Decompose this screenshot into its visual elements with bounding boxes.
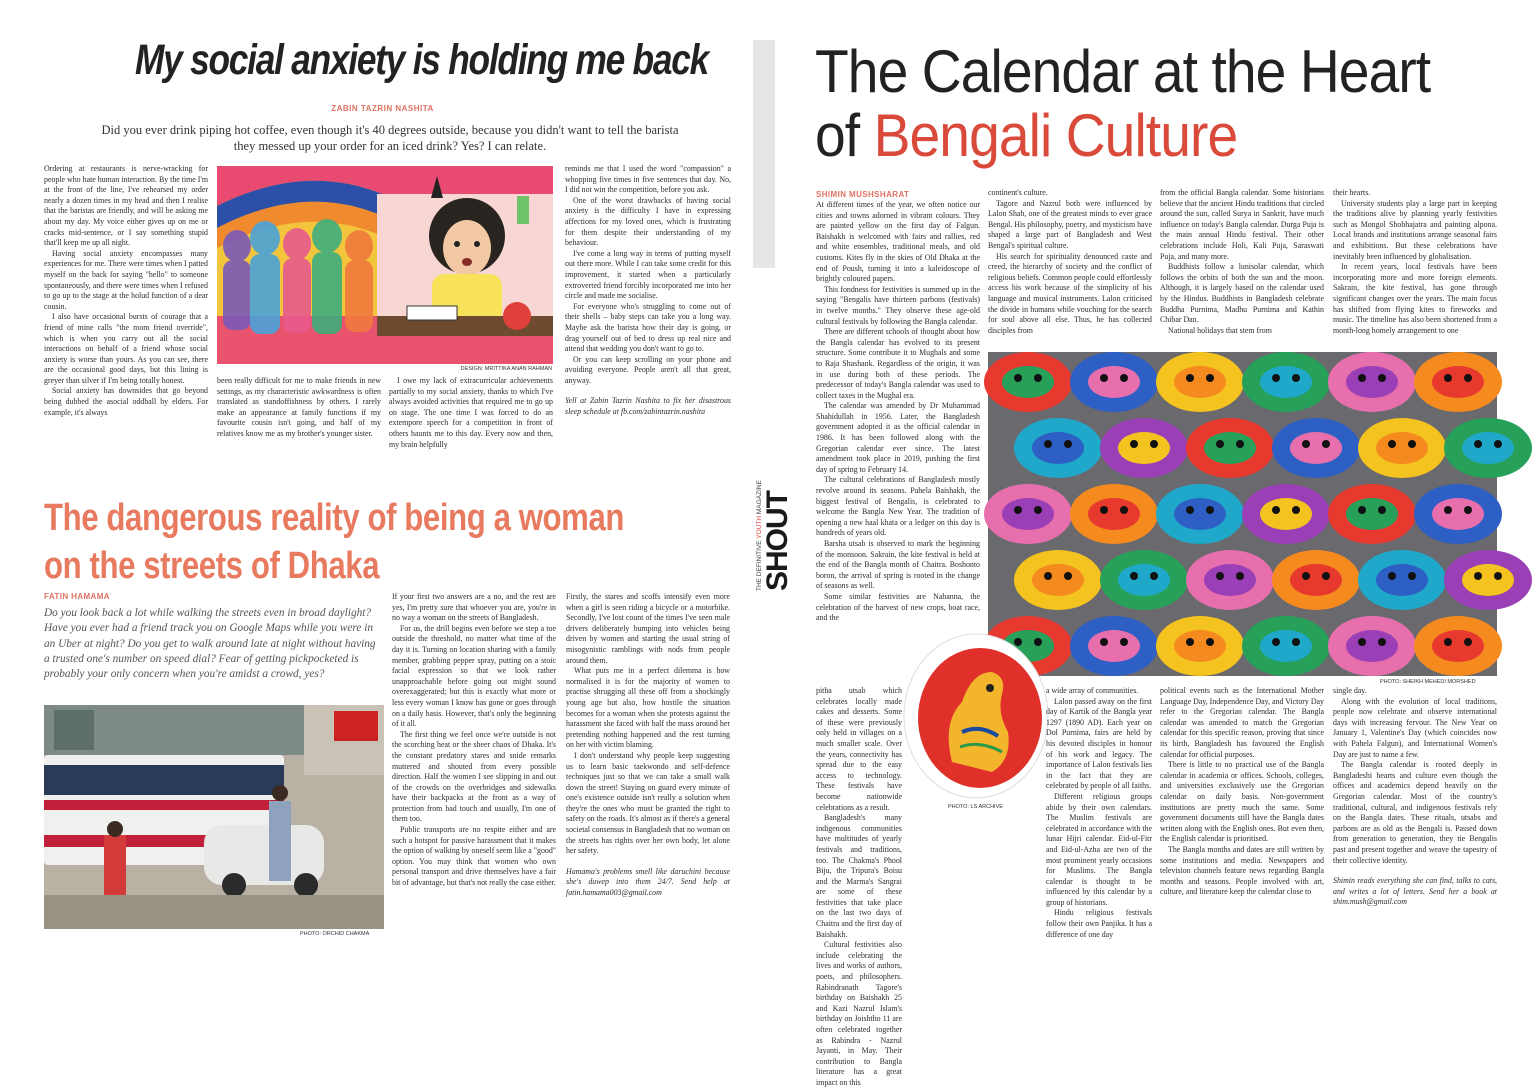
photo-credit: PHOTO: ORCHID CHAKMA bbox=[300, 931, 370, 937]
article2-byline: FATIN HAMAMA bbox=[44, 592, 110, 601]
paragraph: There are different schools of thought about how the Bangla calendar has evolved to its present structure. Some contribute it to Mughals and some to Raja Shashank. Regardless of the origin, it was in use during both of these periods. The predecessor of today's Bangla calendar was used to collect taxes in the Mughal era. bbox=[816, 327, 980, 400]
mask-eye bbox=[1292, 506, 1300, 514]
mask-pattern bbox=[1204, 564, 1256, 596]
article1-headline: My social anxiety is holding me back bbox=[135, 36, 708, 84]
mask-pattern bbox=[1432, 630, 1484, 662]
mask-eye bbox=[1494, 572, 1502, 580]
mask-pattern bbox=[1174, 630, 1226, 662]
paragraph: There is little to no practical use of the Bangla calendar in academia or offices. Schools, colleges, and universities exclusively use the Gregorian calendar on daily basis. Non-government institutions are pretty much the same. Some government documents still have the Bangla dates written along with the English ones. But even then, the English calendar is prioritised. bbox=[1160, 760, 1324, 844]
headline-accent: Bengali Culture bbox=[873, 102, 1238, 169]
mask-pattern bbox=[1088, 366, 1140, 398]
article3-byline: SHIMIN MUSHSHARAT bbox=[816, 190, 910, 199]
mask-pattern bbox=[1088, 630, 1140, 662]
mask-eye bbox=[1464, 374, 1472, 382]
mask-eye bbox=[1150, 572, 1158, 580]
headline-line-1: The Calendar at the Heart bbox=[815, 38, 1431, 105]
mask-eye bbox=[1272, 374, 1280, 382]
mask-eye bbox=[1408, 440, 1416, 448]
paragraph: I owe my lack of extracurricular achievements partially to my social anxiety, thanks to which I've always avoided activities that required me to go up on stage. The one time I was forced to do an extempore speech for a competition in front of others haunts me to this day. Every now and then, my brain helpfully bbox=[389, 376, 553, 449]
paragraph: from the official Bangla calendar. Some historians believe that the ancient Hindu traditions that circled around the sun, called Surya in Sankrit, have much influence on today's Bangla calendar. Durga Puja is the main annual Hindu festival. Their other celebrations include Holi, Kali Puja, Saraswati Puja, and many more. bbox=[1160, 188, 1324, 261]
mask-eye bbox=[1444, 374, 1452, 382]
mask-eye bbox=[1044, 440, 1052, 448]
mask-eye bbox=[1064, 572, 1072, 580]
mask-eye bbox=[1444, 506, 1452, 514]
mask-eye bbox=[1206, 638, 1214, 646]
mask-eye bbox=[1120, 638, 1128, 646]
mask-eye bbox=[1044, 572, 1052, 580]
mask-pattern bbox=[1462, 564, 1514, 596]
article1-column-1 bbox=[44, 164, 208, 418]
paragraph: continent's culture. bbox=[988, 188, 1048, 197]
mask-pattern bbox=[1118, 432, 1170, 464]
author-bio: Yell at Zabin Tazrin Nashita to fix her disastrous sleep schedule at fb.com/zabintazrin.nashita bbox=[565, 396, 731, 417]
shout-tagline: THE DEFINITIVE YOUTH MAGAZINE bbox=[756, 480, 763, 591]
mask-eye bbox=[1120, 506, 1128, 514]
mask-pattern bbox=[1174, 366, 1226, 398]
mask-pattern bbox=[1376, 564, 1428, 596]
mask-eye bbox=[1378, 638, 1386, 646]
paragraph: Along with the evolution of local traditions, people now celebrate and observe international days with increasing fervour. The New Year on January 1, Valentine's Day (which coincides now with Pahela Falgun), and International Women's Day are just to name a few. bbox=[1333, 696, 1497, 759]
paragraph: For us, the drill begins even before we step a toe outside the threshold, no matter what time of the day it is. Turning on location sharing with a family member, grabbing pepper spray, putting on a stoic facial expression so that we look rather unapproachable before going out might sound overexaggerated; but this is exactly what more or less every woman I know has gone or goes through on a daily basis. However, that's only the beginning of it all. bbox=[392, 623, 556, 729]
circle-photo-credit: PHOTO: LS ARCHIVE bbox=[948, 804, 1003, 810]
social-anxiety-illustration bbox=[217, 166, 553, 364]
mask-pattern bbox=[1088, 498, 1140, 530]
paragraph: Public transports are no respite either and are such a hotspot for passive harassment that it makes the option of walking by oneself seem like a "good" option. You may think that women who own personal transport and drive themselves have a fair bit of advantage, but that's not really the case either. bbox=[392, 825, 557, 888]
mask-eye bbox=[1100, 374, 1108, 382]
article1-column-2 bbox=[217, 376, 381, 440]
article3-column-4-continued bbox=[1333, 686, 1497, 908]
mask-eye bbox=[1120, 374, 1128, 382]
paragraph: This fondness for festivities is summed up in the saying "Bengalis have thirteen parbons (festivals) in twelve months." They observe these age-old cultural festivals by following the Bangla calendar. bbox=[816, 284, 980, 326]
paragraph: Bangladesh's many indigenous communities have multitudes of yearly festivals and traditions, too. The Chakma's Phool Biju, the Tripura's Boisu and the Marma's Sangrai are some of these festivities that take place on the last two days of Chaitra and the first day of Baishakh. bbox=[816, 813, 902, 939]
paragraph: I've come a long way in terms of putting myself out there more. While I can take some credit for this improvement, it started when a particularly extroverted friend forcibly incorporated me into her circle and made me socialise. bbox=[565, 248, 731, 301]
mask-eye bbox=[1014, 506, 1022, 514]
mask-eye bbox=[1302, 572, 1310, 580]
mask-eye bbox=[1034, 374, 1042, 382]
paragraph: If your first two answers are a no, and the rest are yes, I'm pretty sure that whoever you are, you're in no way a woman on the streets of Bangladesh. bbox=[392, 592, 556, 623]
mask-eye bbox=[1034, 506, 1042, 514]
mask-eye bbox=[1272, 506, 1280, 514]
mask-eye bbox=[1272, 638, 1280, 646]
mask-eye bbox=[1236, 572, 1244, 580]
mask-pattern bbox=[1432, 498, 1484, 530]
mask-pattern bbox=[1346, 366, 1398, 398]
paragraph: For everyone who's struggling to come out of their shells – baby steps can take you a long way. Maybe ask the barista how their day is going, or drag yourself out of bed to dress up real nice and attend that wedding you don't want to go to. bbox=[565, 301, 731, 354]
mask-pattern bbox=[1260, 366, 1312, 398]
mask-eye bbox=[1292, 638, 1300, 646]
paragraph: been really difficult for me to make friends in new settings, as my characteristic awkwardness is often translated as standoffishness by others. I rarely make an appearance at family functions if my favourite cousin isn't going, and half of my relatives know me as my brother's younger sister. bbox=[217, 376, 381, 438]
mask-eye bbox=[1358, 374, 1366, 382]
mask-eye bbox=[1130, 440, 1138, 448]
article3-column-3-continued bbox=[1160, 686, 1324, 898]
shout-logo bbox=[745, 445, 794, 591]
mask-pattern bbox=[1174, 498, 1226, 530]
article3-column-2-continued bbox=[1046, 686, 1152, 940]
article3-column-1 bbox=[816, 200, 980, 624]
author-bio: Shimin reads everything she can find, talks to cats, and writes a lot of letters. Send her a book at shim.mush@gmail.com bbox=[1333, 876, 1497, 907]
mask-eye bbox=[1494, 440, 1502, 448]
paragraph: Cultural festivities also include celebrating the lives and works of authors, poets, and philosophers. Rabindranath Tagore's birthday on Baishakh 25 and Kazi Nazrul Islam's birthday on Joishtho 11 are often celebrated together as Rabindra - Nazrul Jayanti, in May. Their contribution to Bangla literature has a great impact on this bbox=[816, 940, 902, 1087]
paragraph: Lalon passed away on the first day of Kartik of the Bangla year 1297 (1890 AD). Each year on Dol Purnima, fairs are held by his devoted disciples in honour of his work and legacy. The importance of Lalon festivals lies in the fact that they are celebrated by people of all faiths. bbox=[1046, 696, 1152, 791]
shout-wordmark: SHOUT bbox=[761, 491, 794, 591]
street-photo bbox=[44, 705, 384, 929]
shout-logo-mark bbox=[745, 445, 794, 591]
paragraph: National holidays that stem from bbox=[1168, 325, 1272, 335]
mask-eye bbox=[1236, 440, 1244, 448]
mask-eye bbox=[1474, 572, 1482, 580]
paragraph: At different times of the year, we often notice our cities and towns adorned in vibrant colours. They are painted yellow on the first day of Falgun. Baishakh is welcomed with fairs and rallies, red and white ensembles, traditional meals, and old customs. Kites fly in the skies of Old Dhaka at the end of Poush, turning it into a kaleidoscope of brightly coloured papers. bbox=[816, 200, 980, 284]
mask-eye bbox=[1378, 506, 1386, 514]
article3-column-2 bbox=[988, 188, 1152, 336]
mask-eye bbox=[1378, 374, 1386, 382]
mask-pattern bbox=[1002, 366, 1054, 398]
article1-byline: ZABIN TAZRIN NASHITA bbox=[331, 104, 434, 113]
paragraph: their hearts. bbox=[1333, 188, 1371, 197]
mask-eye bbox=[1358, 506, 1366, 514]
mask-eye bbox=[1186, 638, 1194, 646]
author-bio: Hamama's problems smell like daruchini because she's duwep into them 24/7. Send help at fatin.hamama003@gmail.com bbox=[566, 866, 730, 898]
mask-eye bbox=[1322, 440, 1330, 448]
mask-eye bbox=[1388, 572, 1396, 580]
mask-eye bbox=[1408, 572, 1416, 580]
paragraph: One of the worst drawbacks of having social anxiety is the difficulty I have in expressing affections for my loved ones, which is frustrating for them despite their understanding of my behaviour. bbox=[565, 195, 731, 248]
mask-eye bbox=[1216, 572, 1224, 580]
article3-headline bbox=[815, 40, 1459, 168]
mask-pattern bbox=[1376, 432, 1428, 464]
paragraph: Or you can keep scrolling on your phone and avoiding everyone. People aren't all that great, anyway. bbox=[565, 354, 731, 385]
mask-eye bbox=[1444, 638, 1452, 646]
paragraph: The Bangla calendar is rooted deeply in Bangladeshi hearts and culture even though the offices and academics depend heavily on the Gregorian calendar. Most of the country's traditional, cultural, and indigenous festivals rely on the Bangla dates. These rituals, utsabs and parbons are as old as the Bengali is. Passed down from generation to generation, they tie Bengalis past and present together and weave the tapestry of their collective identity. bbox=[1333, 760, 1497, 865]
paragraph: Buddhists follow a lunisolar calendar, which follows the orbits of both the sun and the moon. Although, it is largely based on the calendar used by the Hindus. Buddhists in Bangladesh celebrate Buddha Purnima, Madhu Purnima and Kathin Chibar Dan. bbox=[1160, 262, 1324, 325]
mask-eye bbox=[1064, 440, 1072, 448]
paragraph: Ordering at restaurants is nerve-wracking for people who hate human interaction. By the time I'm at the front of the line, I've rehearsed my order nearly a dozen times in my head and then I realise that the baristas are friendly, and will be asking me about my day. My voice either gives up on me or cracks mid-sentence, or I say something stupid that'll keep me up all night. bbox=[44, 164, 208, 248]
paragraph: The calendar was amended by Dr Muhammad Shahidullah in 1956. Later, the Bangladesh government adopted it as the official calendar in 1986. It has been followed along with the Gregorian calendar ever since. The latest amendment took place in 2019, pushing the first day of spring to February 14. bbox=[816, 401, 980, 474]
mask-pattern bbox=[1462, 432, 1514, 464]
mask-pattern bbox=[1432, 366, 1484, 398]
paragraph: Hindu religious festivals follow their own Panjika. It has a difference of one day bbox=[1046, 908, 1152, 939]
paragraph: University students play a large part in keeping the traditions alive by planning yearly festivities such as Mongol Shobhajatra and painting alpona. Local brands and institutions arrange seasonal fairs and exhibitions. But these celebrations have inevitably been influenced by globalisation. bbox=[1333, 198, 1497, 261]
mask-pattern bbox=[1290, 564, 1342, 596]
paragraph: The cultural celebrations of Bangladesh mostly revolve around its seasons. Pahela Baishakh, the biggest festival of Bengalis, is celebrated to welcome the Bangla New Year. The tradition of opening a new haal khata or a ledger on this day is hundreds of years old. bbox=[816, 475, 980, 538]
paragraph: reminds me that I used the word "compassion" a whopping five times in five sentences that day. No, I did not win the competition, before you ask. bbox=[565, 164, 731, 195]
illustration-art bbox=[217, 166, 553, 364]
mask-eye bbox=[1358, 638, 1366, 646]
mask-eye bbox=[1292, 374, 1300, 382]
street-scene-image bbox=[44, 705, 384, 929]
paragraph: a wide array of communities. bbox=[1046, 686, 1139, 695]
paragraph: Firstly, the stares and scoffs intensify even more when a girl is seen riding a bicycle or a motorbike. Secondly, I've lost count of the times I've seen male drivers deliberately bumping into vehicles being driven by women and starting the usual string of misogynistic ramblings with nods from people around them. bbox=[566, 592, 730, 665]
mask-eye bbox=[1100, 638, 1108, 646]
paragraph: His search for spirituality denounced caste and creed, the hierarchy of society and the conflict of religious beliefs. Common people could effortlessly access his work because of the simplicity of his language and musical instruments. Lalon criticised the divide in humans while vouching for the search for soul above all else. Thus, he has collected disciples from bbox=[988, 251, 1152, 335]
paragraph: I also have occasional bursts of courage that a friend of mine calls "the mom friend override", which is when you carry out all the social interactions on behalf of a friend whose social anxiety is worse than yours. As you can see, there are the occasional good days, but this lining is greyer than silver if I'm being totally honest. bbox=[44, 312, 208, 385]
mask-pattern bbox=[1346, 498, 1398, 530]
mask-pattern bbox=[1346, 630, 1398, 662]
mask-pattern bbox=[1260, 630, 1312, 662]
paragraph: The Bangla months and dates are still written by some institutions and media. Newspapers and television channels feature news regarding Bangla months and seasons. People involved with art, culture, and literature keep the calendar close to bbox=[1160, 844, 1324, 897]
painted-masks-image bbox=[988, 352, 1497, 676]
mask-pattern bbox=[1290, 432, 1342, 464]
paragraph: Social anxiety has downsides that go beyond being dubbed the asocial oddball by elders. For example, it's always bbox=[44, 386, 208, 417]
page-gutter-bar bbox=[753, 40, 775, 268]
mask-eye bbox=[1388, 440, 1396, 448]
mask-eye bbox=[1100, 506, 1108, 514]
mask-eye bbox=[1186, 374, 1194, 382]
mask-pattern bbox=[1260, 498, 1312, 530]
mask-pattern bbox=[1118, 564, 1170, 596]
mask-pattern bbox=[1002, 498, 1054, 530]
mask-eye bbox=[1302, 440, 1310, 448]
mask-pattern bbox=[1032, 564, 1084, 596]
paragraph: Tagore and Nazrul both were influenced by Lalon Shah, one of the greatest minds to ever grace Bengal. His philosophy, poetry, and mysticism have shaped a large part of Bangladesh and West Bengal's spiritual culture. bbox=[988, 198, 1152, 250]
mask-eye bbox=[1130, 572, 1138, 580]
paragraph: Having social anxiety encompasses many experiences for me. There were times when I patted myself on the back for saying "hello" to someone spontaneously, and there were times when I refused to go up to the stage at the holud function of a dear cousin. bbox=[44, 248, 208, 311]
article3-column-4 bbox=[1333, 188, 1497, 336]
mask-eye bbox=[1464, 638, 1472, 646]
paragraph: Some similar festivities are Nabanna, the celebration of the harvest of new crops, boat race, and the bbox=[816, 591, 980, 623]
mask-eye bbox=[1474, 440, 1482, 448]
article2-headline: The dangerous reality of being a woman on the streets of Dhaka bbox=[44, 497, 625, 587]
mask-pattern bbox=[1204, 432, 1256, 464]
mask-eye bbox=[1206, 506, 1214, 514]
article2-column-3 bbox=[566, 592, 730, 899]
paragraph: What puts me in a perfect dilemma is how normalised it is for the majority of women to practise shrugging all these off from a shockingly young age but also, how hostile the situation becomes for a woman when she protests against the harassment she faced with half the mass around her pretending nothing happened and the rest turning on her with victim blaming. bbox=[566, 666, 730, 750]
mask-eye bbox=[1014, 374, 1022, 382]
headline-of: of bbox=[815, 102, 874, 169]
paragraph: single day. bbox=[1333, 686, 1367, 695]
article1-column-3 bbox=[389, 376, 553, 450]
mask-eye bbox=[1216, 440, 1224, 448]
paragraph: pitha utsab which celebrates locally made cakes and desserts. Some of these were previously only held in villages on a much smaller scale. Over the years, connectivity has spread due to the easy access to technology. These festivals have become nationwide celebrations as a result. bbox=[816, 686, 902, 812]
article1-intro: Did you ever drink piping hot coffee, even though it's 40 degrees outside, because you didn't want to tell the barista they messed up your order for an iced drink? Yes? I can relate. bbox=[101, 123, 679, 153]
paragraph: I don't understand why people keep suggesting us to learn basic taekwondo and self-defence techniques just so that we can take a small walk down the street! Staying on guard every minute of one's existence outside isn't really a solution when they're the ones who must be granted the right to safety on the roads. It's almost as if there's a general societal consensus in Bangladesh that no woman on the streets has rights over her own body, let alone her safety. bbox=[566, 750, 730, 856]
mask-pattern bbox=[1032, 432, 1084, 464]
article2-intro: Do you look back a lot while walking the streets even in broad daylight? Have you ever had a friend track you on Google Maps while you were in an Uber at night? Do you get to walk around late at night without having a trusted one's number on speed dial? Fear of getting pickpocketed is probably your only concern when you're amidst a crowd, yes? bbox=[44, 607, 376, 681]
article1-column-4 bbox=[565, 164, 731, 418]
mask-eye bbox=[1322, 572, 1330, 580]
mask-eye bbox=[1186, 506, 1194, 514]
terracotta-horse-image bbox=[902, 632, 1050, 800]
illustration-credit: DESIGN: MRITTIKA ANAN RAHMAN bbox=[460, 366, 552, 372]
paragraph: The first thing we feel once we're outside is not the scorching heat or the sheer chaos of Dhaka. It's the constant predatory stares and snide remarks muttered and shouted from every possible direction. Half the women I see slipping in and out of the crowds on the overbridges and sidewalks have their backpacks at the front as a way of protection from bad touch and usually, I'm one of them too. bbox=[392, 729, 556, 824]
paragraph: Barsha utsab is observed to mark the beginning of the monsoon. Sakrain, the kite festival is held at the end of the Bangla month of Chaitra. Boshonto boron, the arrival of spring is rooted in the change of seasons as well. bbox=[816, 539, 980, 591]
mask-eye bbox=[1464, 506, 1472, 514]
paragraph: In recent years, local festivals have been incorporating more and more foreign elements. Sakrain, the kite festival, has gone through significant changes over the years. The main focus has shifted from flying kites to fireworks and music. The timeline has also been shortened from a month-long homely arrangement to one bbox=[1333, 262, 1497, 335]
article2-column-2 bbox=[392, 592, 556, 889]
left-page bbox=[0, 0, 765, 980]
horse-circle-photo bbox=[902, 632, 1050, 800]
paragraph: Different religious groups abide by their own calendars. The Muslim festivals are celebrated in accordance with the lunar Hijri calendar. Eid-ul-Fitr and Eid-ul-Azha are two of the most prominent yearly occasions for Muslims. The Bangla calendar is thought to be influenced by this calendar by a group of historians. bbox=[1046, 791, 1152, 907]
mask-eye bbox=[1150, 440, 1158, 448]
article3-column-1-continued bbox=[816, 686, 902, 1089]
masks-photo-credit: PHOTO: SHEIKH MEHEDI MORSHED bbox=[1380, 679, 1476, 685]
article3-column-3 bbox=[1160, 188, 1324, 336]
masks-photo bbox=[988, 352, 1497, 676]
paragraph: political events such as the International Mother Language Day, Independence Day, and Victory Day refer to the Gregorian calendar. The Bangla calendar was amended to match the Gregorian calendar for this specific reason, proving that since its birth, Bangladesh has favoured the English calendar for official purposes. bbox=[1160, 686, 1324, 759]
mask-eye bbox=[1206, 374, 1214, 382]
